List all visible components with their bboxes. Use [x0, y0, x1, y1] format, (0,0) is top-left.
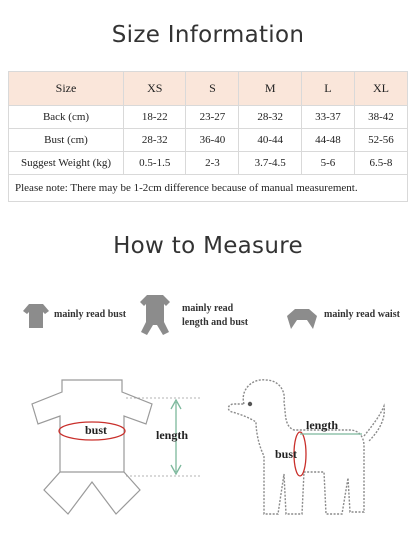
- table-row: [9, 106, 408, 129]
- table-header-row: [9, 72, 408, 106]
- legend-label: mainly read length and bust: [182, 303, 249, 328]
- dog-length-label: length: [306, 418, 339, 432]
- size-table: [8, 71, 408, 202]
- section-title: How to Measure: [113, 233, 303, 259]
- table-cell: 52-56: [354, 129, 407, 152]
- header-cell: S: [186, 72, 239, 106]
- table-row: [9, 152, 408, 175]
- garment-bust-label: bust: [85, 423, 108, 437]
- table-cell: 6.5-8: [354, 152, 407, 175]
- header-cell: XS: [124, 72, 186, 106]
- table-cell: 40-44: [239, 129, 301, 152]
- header-cell: L: [301, 72, 354, 106]
- table-cell: 23-27: [186, 106, 239, 129]
- dog-bust-label: bust: [275, 447, 298, 461]
- row-label: Suggest Weight (kg): [9, 152, 124, 175]
- table-cell: 18-22: [124, 106, 186, 129]
- table-cell: 44-48: [301, 129, 354, 152]
- table-cell: 36-40: [186, 129, 239, 152]
- table-cell: 3.7-4.5: [239, 152, 301, 175]
- page-title: Size Information: [111, 22, 305, 48]
- vest-icon: [285, 306, 319, 330]
- row-label: Bust (cm): [9, 129, 124, 152]
- table-cell: 28-32: [124, 129, 186, 152]
- header-cell: Size: [9, 72, 124, 106]
- shirt-icon: [22, 303, 50, 329]
- dog-diagram: [222, 374, 412, 536]
- table-row: [9, 129, 408, 152]
- header-cell: M: [239, 72, 301, 106]
- legend-label: mainly read bust: [54, 309, 127, 320]
- table-cell: 5-6: [301, 152, 354, 175]
- table-cell: 2-3: [186, 152, 239, 175]
- header-cell: XL: [354, 72, 407, 106]
- table-cell: 28-32: [239, 106, 301, 129]
- table-cell: 38-42: [354, 106, 407, 129]
- table-note-row: [9, 175, 408, 202]
- garment-length-label: length: [156, 428, 189, 442]
- row-label: Back (cm): [9, 106, 124, 129]
- garment-diagram: [30, 372, 210, 532]
- measurement-note: Please note: There may be 1-2cm difference because of manual measurement.: [9, 175, 408, 202]
- jumpsuit-icon: [138, 294, 172, 336]
- legend-label: mainly read waist: [324, 309, 400, 320]
- table-cell: 0.5-1.5: [124, 152, 186, 175]
- table-cell: 33-37: [301, 106, 354, 129]
